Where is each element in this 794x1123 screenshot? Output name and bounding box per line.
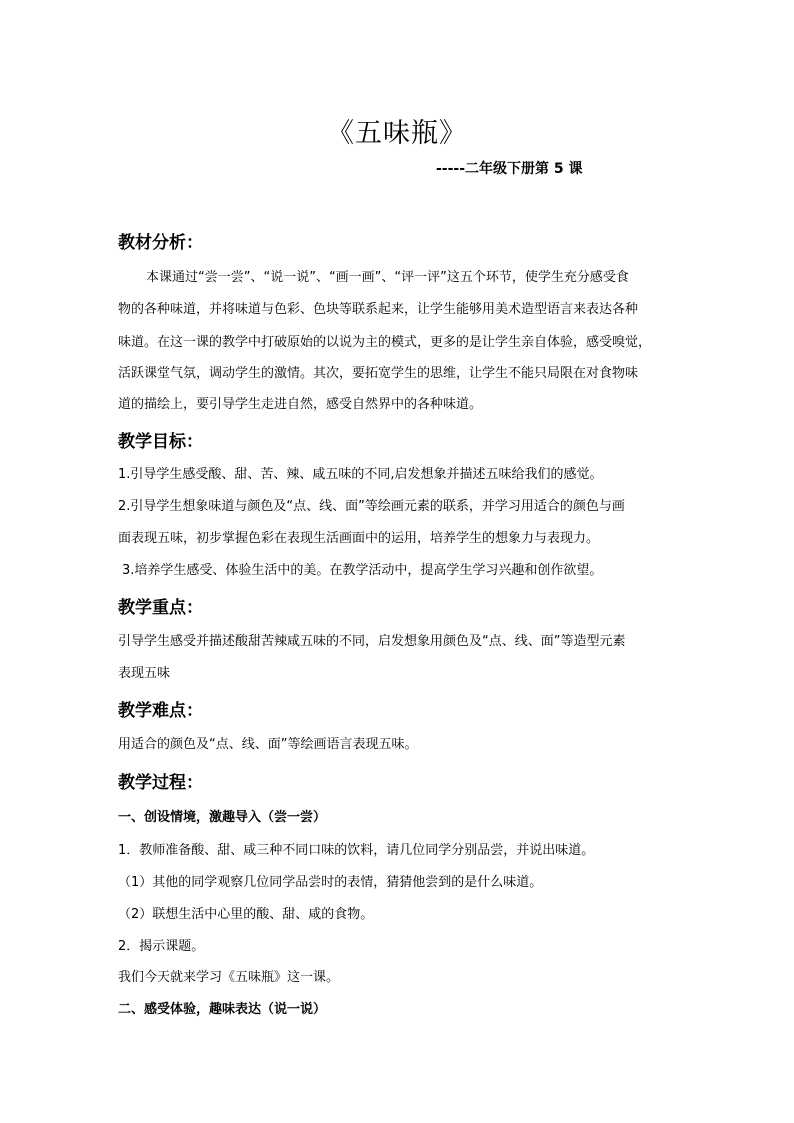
difficulties-line-1: 用适合的颜色及“点、线、面”等绘画语言表现五味。 xyxy=(118,737,418,752)
analysis-line-2: 物的各种味道，并将味道与色彩、色块等联系起来，让学生能够用美术造型语言来表达各种 xyxy=(118,302,639,317)
process-line-1: 1．教师准备酸、甜、咸三种不同口味的饮料，请几位同学分别品尝，并说出味道。 xyxy=(118,843,595,858)
goals-line-3: 面表现五味，初步掌握色彩在表现生活画面中的运用，培养学生的想象力与表现力。 xyxy=(118,531,600,546)
goals-line-2: 2.引导学生想象味道与颜色及“点、线、面”等绘画元素的联系，并学习用适合的颜色与画 xyxy=(118,499,625,514)
process-heading: 教学过程： xyxy=(118,773,203,793)
process-part2-title: 二、感受体验，趣味表达（说一说） xyxy=(118,1002,327,1017)
analysis-line-3: 味道。在这一课的教学中打破原始的以说为主的模式，更多的是让学生亲自体验，感受嗅觉， xyxy=(118,335,652,350)
process-line-5: 我们今天就来学习《五味瓶》这一课。 xyxy=(118,970,340,985)
goals-line-4: 3.培养学生感受、体验生活中的美。在教学活动中，提高学生学习兴趣和创作欲望。 xyxy=(122,563,603,578)
key-points-line-2: 表现五味 xyxy=(118,666,171,681)
analysis-heading: 教材分析： xyxy=(118,233,203,253)
document-title: 《五味瓶》 xyxy=(327,118,467,149)
goals-line-1: 1.引导学生感受酸、甜、苦、辣、咸五味的不同,启发想象并描述五味给我们的感觉。 xyxy=(118,467,603,482)
process-part1-title: 一、创设情境，激趣导入（尝一尝） xyxy=(118,810,327,825)
analysis-line-1: 本课通过“尝一尝”、“说一说”、“画一画”、“评一评”这五个环节，使学生充分感受食 xyxy=(146,270,629,285)
key-points-heading: 教学重点： xyxy=(118,598,203,618)
difficulties-heading: 教学难点： xyxy=(118,701,203,721)
document-subtitle: -----二年级下册第 5 课 xyxy=(436,161,583,177)
analysis-line-4: 活跃课堂气氛，调动学生的激情。其次，要拓宽学生的思维，让学生不能只局限在对食物味 xyxy=(118,366,639,381)
process-line-2: （1）其他的同学观察几位同学品尝时的表情，猜猜他尝到的是什么味道。 xyxy=(118,875,543,890)
goals-heading: 教学目标： xyxy=(118,432,203,452)
process-line-3: （2）联想生活中心里的酸、甜、咸的食物。 xyxy=(118,907,374,922)
process-line-4: 2．揭示课题。 xyxy=(118,939,205,954)
analysis-line-5: 道的描绘上，要引导学生走进自然，感受自然界中的各种味道。 xyxy=(118,397,483,412)
key-points-line-1: 引导学生感受并描述酸甜苦辣咸五味的不同，启发想象用颜色及“点、线、面”等造型元素 xyxy=(118,634,626,649)
